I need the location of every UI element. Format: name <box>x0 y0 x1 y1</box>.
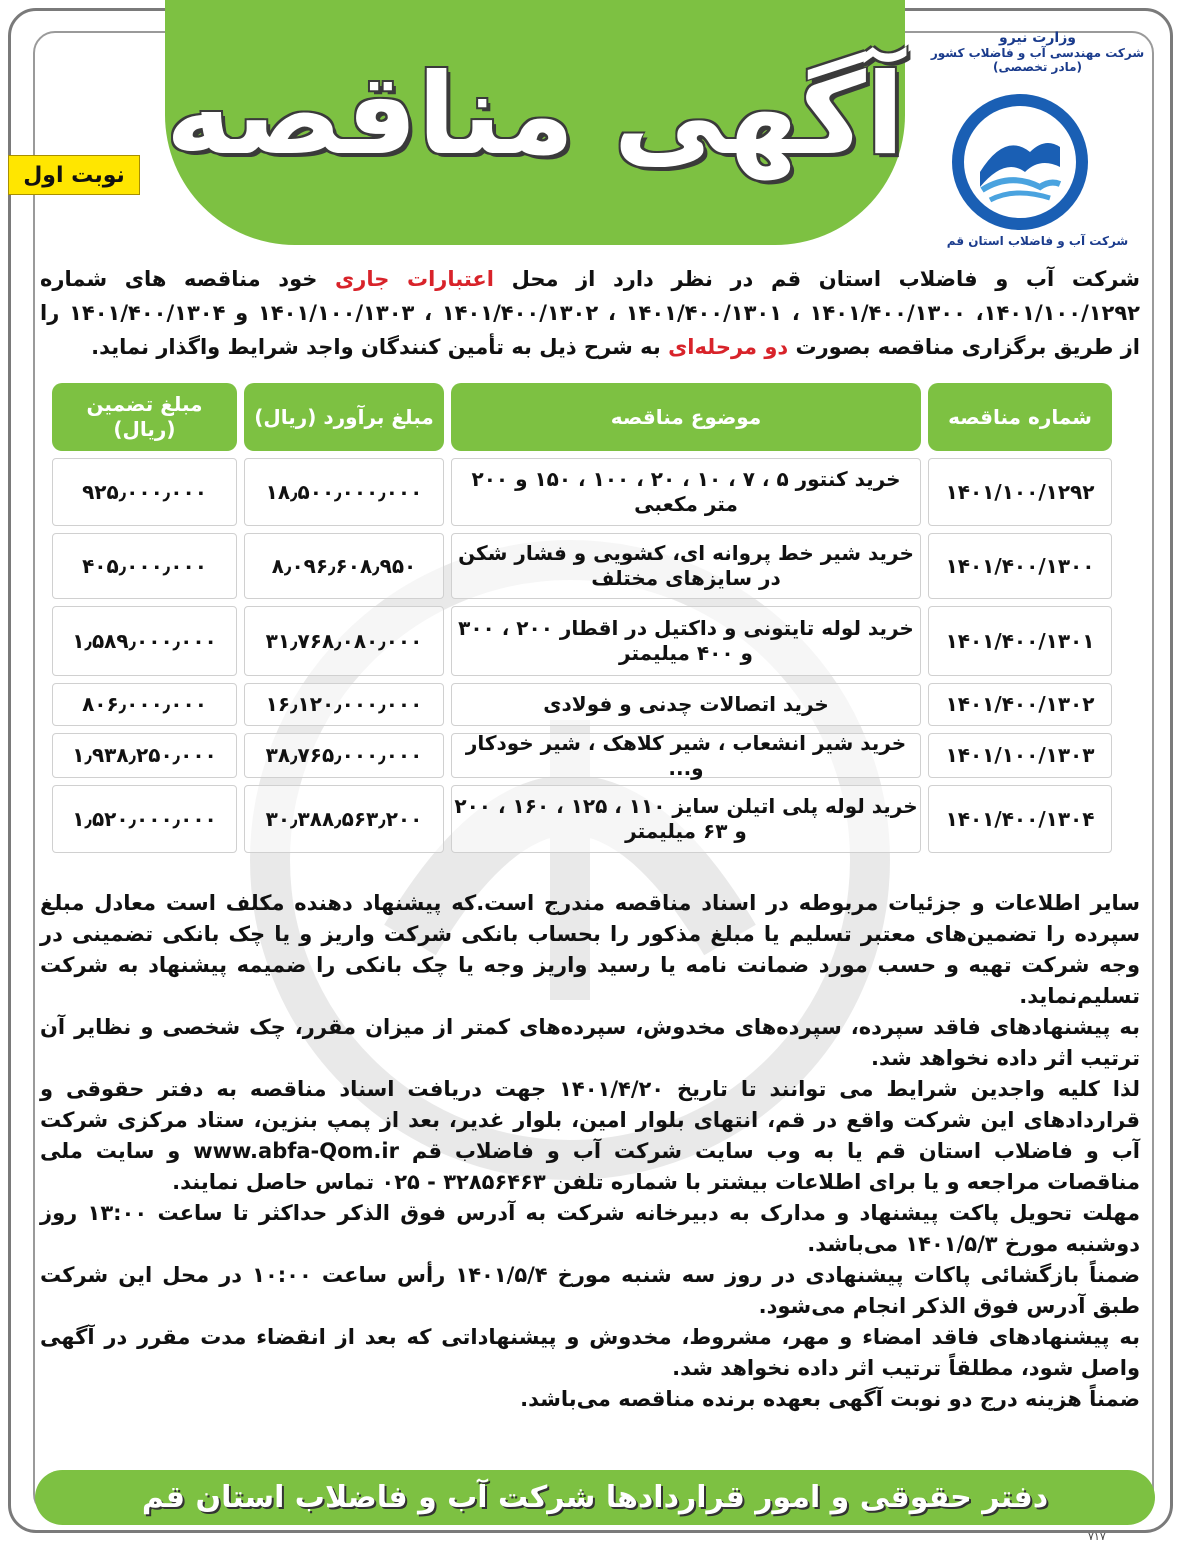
tender-number: ۱۴۰۱/۱۰۰/۱۲۹۲ <box>928 458 1112 526</box>
table-row <box>52 785 1112 853</box>
table-row <box>52 730 1112 780</box>
tender-number: ۱۴۰۱/۴۰۰/۱۳۰۲ <box>928 683 1112 726</box>
condition-documents: لذا کلیه واجدین شرایط می توانند تا تاریخ ۱۴۰۱/۴/۲۰ جهت دریافت اسناد مناقصه به دفتر حقوقی و قراردادهای این شرکت واقع در قم، انتهای بلوار امین، بلوار غدیر، بعد از پمپ بنزین، ستاد مرکزی شرکت آب و فاضلاب استان قم یا به وب سایت شرکت آب و فاضلاب قم www.abfa-Qom.ir و سایت ملی مناقصات مراجعه و یا برای اطلاعات بیشتر با شماره تلفن ۳۲۸۵۶۴۶۳ - ۰۲۵ تماس حاصل نمایند. <box>40 1077 1140 1194</box>
tender-estimate: ۱۶٫۱۲۰٫۰۰۰٫۰۰۰ <box>244 683 444 726</box>
table-row <box>52 458 1112 526</box>
tender-subject: خرید لوله تایتونی و داکتیل در اقطار ۲۰۰ ، ۳۰۰ و ۴۰۰ میلیمتر <box>451 606 921 676</box>
credit-source-highlight: اعتبارات جاری <box>335 267 494 291</box>
tender-number: ۱۴۰۱/۱۰۰/۱۳۰۳ <box>928 733 1112 778</box>
issue-badge: نوبت اول <box>8 155 140 195</box>
tender-estimate: ۱۸٫۵۰۰٫۰۰۰٫۰۰۰ <box>244 458 444 526</box>
condition-deadline: مهلت تحویل پاکت پیشنهاد و مدارک به دبیرخانه شرکت به آدرس فوق الذکر حداکثر تا ساعت ۱۳:۰۰ روز دوشنبه مورخ ۱۴۰۱/۵/۳ می‌باشد. <box>40 1201 1141 1256</box>
table-row <box>52 606 1112 676</box>
tender-table <box>52 383 1112 860</box>
tender-number: ۱۴۰۱/۴۰۰/۱۳۰۱ <box>928 606 1112 676</box>
condition-rejection: به پیشنهادهای فاقد امضاء و مهر، مشروط، مخدوش و پیشنهاداتی که بعد از انقضاء مدت مقرر در آگهی واصل شود، مطلقاً ترتیب اثر داده نخواهد شد. <box>40 1325 1140 1380</box>
conditions-text <box>40 888 1140 1415</box>
tender-guarantee: ۱٫۵۸۹٫۰۰۰٫۰۰۰ <box>52 606 237 676</box>
condition-deposit: سایر اطلاعات و جزئیات مربوطه در اسناد مناقصه مندرج است.که پیشنهاد دهنده مکلف است معادل مبلغ سپرده را تضمین‌های معتبر تسلیم یا مبلغ مذکور را بحساب بانکی شرکت واریز و یا چک بانکی تضمینی در وجه شرکت تهیه و حسب مورد ضمانت نامه یا رسید واریز وجه یا چک بانکی را ضمیمه پیشنهاد به شرکت تسلیم‌نماید. <box>40 891 1140 1008</box>
header-tender-subject: موضوع مناقصه <box>451 383 921 451</box>
logo-company-type: (مادر تخصصی) <box>992 60 1083 74</box>
page-number: ۷۱۷ <box>1088 1530 1106 1543</box>
tender-guarantee: ۴۰۵٫۰۰۰٫۰۰۰ <box>52 533 237 599</box>
tender-number: ۱۴۰۱/۴۰۰/۱۳۰۴ <box>928 785 1112 853</box>
tender-estimate: ۳۰٫۳۸۸٫۵۶۳٫۲۰۰ <box>244 785 444 853</box>
logo-company-name: شرکت مهندسی آب و فاضلاب کشور <box>930 46 1145 60</box>
tender-subject: خرید شیر انشعاب ، شیر کلاهک ، شیر خودکار و... <box>451 733 921 778</box>
condition-opening: ضمناً بازگشائی پاکات پیشنهادی در روز سه شنبه مورخ ۱۴۰۱/۵/۴ رأس ساعت ۱۰:۰۰ در محل این شرکت طبق آدرس فوق الذکر انجام می‌شود. <box>40 1263 1141 1318</box>
header-tender-number: شماره مناقصه <box>928 383 1112 451</box>
tender-subject: خرید شیر خط پروانه ای، کشویی و فشار شکن در سایزهای مختلف <box>451 533 921 599</box>
tender-estimate: ۳۱٫۷۶۸٫۰۸۰٫۰۰۰ <box>244 606 444 676</box>
tender-guarantee: ۸۰۶٫۰۰۰٫۰۰۰ <box>52 683 237 726</box>
header-estimate: مبلغ برآورد (ریال) <box>244 383 444 451</box>
page-title: آگهی مناقصه <box>165 50 905 180</box>
table-row <box>52 683 1112 726</box>
tender-estimate: ۸٫۰۹۶٫۶۰۸٫۹۵۰ <box>244 533 444 599</box>
header-guarantee: مبلغ تضمین (ریال) <box>52 383 237 451</box>
intro-text-1: شرکت آب و فاضلاب استان قم در نظر دارد از محل <box>493 267 1140 291</box>
table-header-row <box>52 383 1112 451</box>
logo-ministry-name: وزارت نیرو <box>999 30 1076 46</box>
tender-estimate: ۳۸٫۷۶۵٫۰۰۰٫۰۰۰ <box>244 733 444 778</box>
stages-highlight: دو مرحله‌ای <box>668 335 789 359</box>
tender-guarantee: ۹۲۵٫۰۰۰٫۰۰۰ <box>52 458 237 526</box>
tender-guarantee: ۱٫۹۳۸٫۲۵۰٫۰۰۰ <box>52 733 237 778</box>
tender-subject: خرید لوله پلی اتیلن سایز ۱۱۰ ، ۱۲۵ ، ۱۶۰ ، ۲۰۰ و ۶۳ میلیمتر <box>451 785 921 853</box>
intro-text-2: خود مناقصه های شماره ۱۴۰۱/۱۰۰/۱۲۹۲، ۱۴۰۱/۴۰۰/۱۳۰۰ ، ۱۴۰۱/۴۰۰/۱۳۰۱ ، ۱۴۰۱/۴۰۰/۱۳۰۲ ، ۱۴۰۱/۱۰۰/۱۳۰۳ و ۱۴۰۱/۴۰۰/۱۳۰۴ را از طریق برگزاری مناقصه بصورت <box>40 267 1141 359</box>
footer-banner: دفتر حقوقی و امور قراردادها شرکت آب و فاضلاب استان قم <box>35 1470 1155 1525</box>
tender-guarantee: ۱٫۵۲۰٫۰۰۰٫۰۰۰ <box>52 785 237 853</box>
logo-caption: شرکت آب و فاضلاب استان قم <box>946 234 1129 248</box>
condition-ad-cost: ضمناً هزینه درج دو نوبت آگهی بعهده برنده مناقصه می‌باشد. <box>520 1387 1140 1411</box>
intro-paragraph <box>40 262 1140 364</box>
condition-invalid-deposit: به پیشنهادهای فاقد سپرده، سپرده‌های مخدوش، سپرده‌های کمتر از میزان مقرر، چک شخصی و نظایر آن ترتیب اثر داده نخواهد شد. <box>40 1015 1140 1070</box>
table-row <box>52 533 1112 599</box>
tender-subject: خرید کنتور ۵ ، ۷ ، ۱۰ ، ۲۰ ، ۱۰۰ ، ۱۵۰ و ۲۰۰ متر مکعبی <box>451 458 921 526</box>
ministry-logo-block <box>930 30 1145 250</box>
tender-subject: خرید اتصالات چدنی و فولادی <box>451 683 921 726</box>
intro-text-3: به شرح ذیل به تأمین کنندگان واجد شرایط واگذار نماید. <box>91 335 669 359</box>
tender-number: ۱۴۰۱/۴۰۰/۱۳۰۰ <box>928 533 1112 599</box>
water-company-logo-icon <box>950 92 1090 232</box>
